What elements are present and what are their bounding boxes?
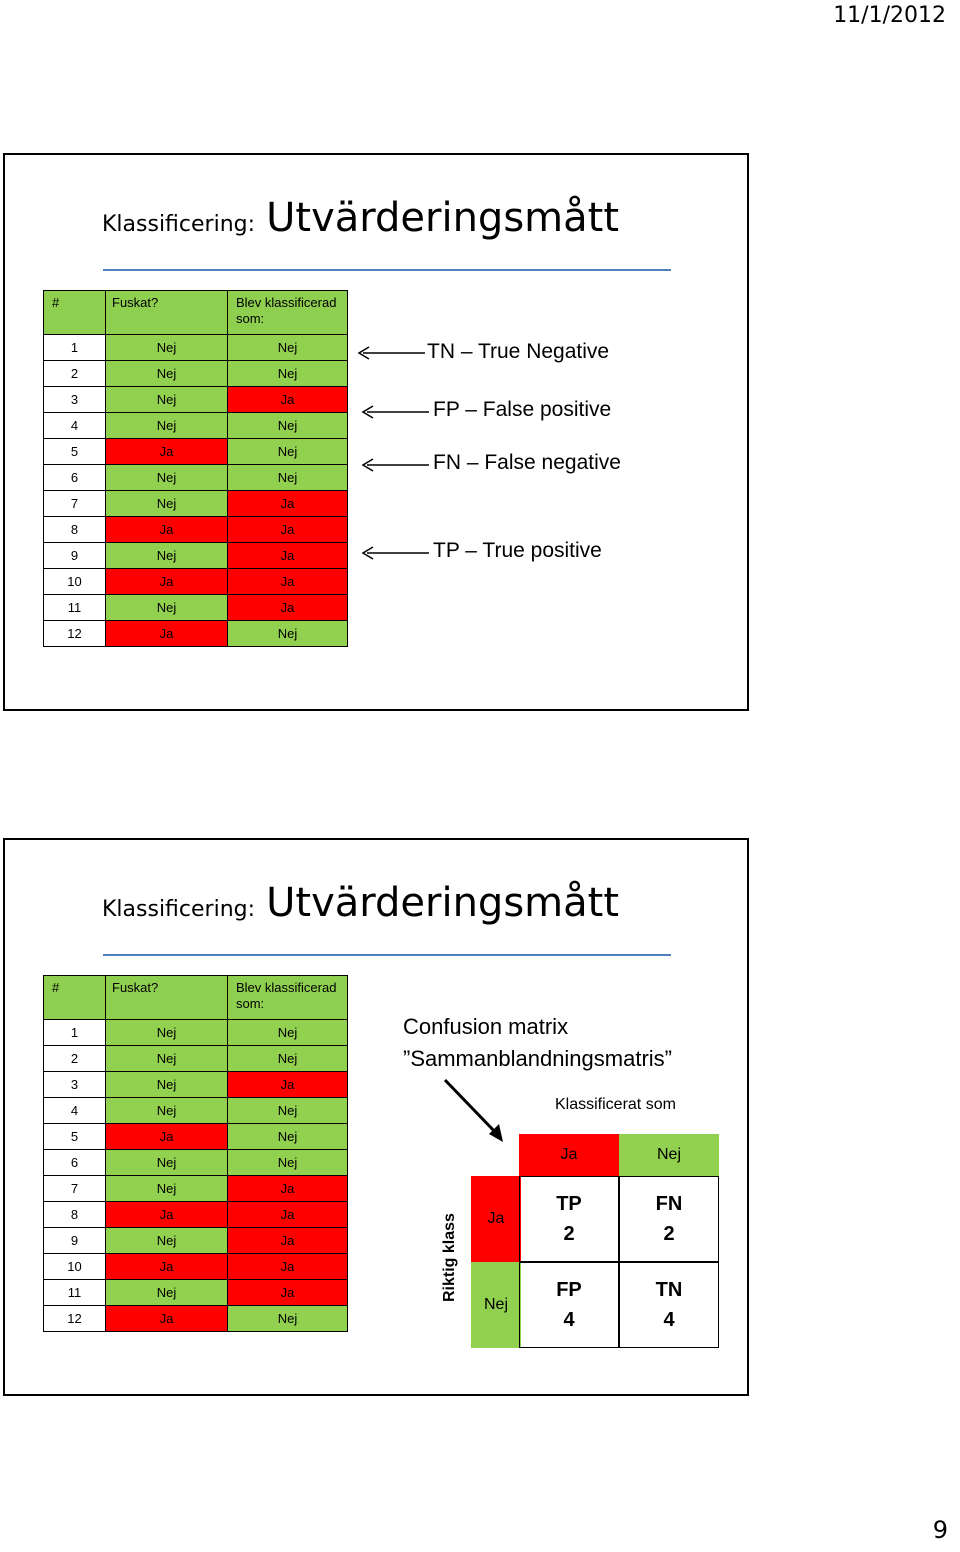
table-header-row <box>44 976 348 1020</box>
classification-table <box>43 290 348 647</box>
slide-evaluation-metrics <box>3 153 749 711</box>
cheated-cell: Ja <box>106 1306 228 1332</box>
slide-title <box>102 880 619 926</box>
table-row <box>44 595 348 621</box>
cheated-cell: Nej <box>106 465 228 491</box>
row-number: 3 <box>44 387 106 413</box>
classified-cell: Ja <box>228 543 348 569</box>
table-row <box>44 1098 348 1124</box>
cheated-cell: Nej <box>106 1280 228 1306</box>
table-row <box>44 621 348 647</box>
label-true-negative: TN – True Negative <box>427 340 610 363</box>
classified-cell: Nej <box>228 621 348 647</box>
classified-cell: Ja <box>228 569 348 595</box>
row-number: 8 <box>44 517 106 543</box>
classified-cell: Nej <box>228 1306 348 1332</box>
cheated-cell: Nej <box>106 335 228 361</box>
column-header: # <box>44 976 106 1020</box>
row-number: 7 <box>44 1176 106 1202</box>
table-header-row <box>44 291 348 335</box>
classified-cell: Nej <box>228 413 348 439</box>
table-row <box>44 1124 348 1150</box>
cheated-cell: Nej <box>106 1098 228 1124</box>
cheated-cell: Ja <box>106 1202 228 1228</box>
table-row <box>44 1020 348 1046</box>
classified-cell: Nej <box>228 335 348 361</box>
cheated-cell: Ja <box>106 621 228 647</box>
column-header-nej: Nej <box>619 1134 719 1176</box>
label-false-positive: FP – False positive <box>433 398 612 421</box>
title-prefix: Klassificering: <box>102 897 256 922</box>
classified-cell: Ja <box>228 595 348 621</box>
table-row <box>44 335 348 361</box>
cheated-cell: Nej <box>106 1150 228 1176</box>
classified-cell: Nej <box>228 465 348 491</box>
classified-cell: Nej <box>228 361 348 387</box>
row-number: 2 <box>44 361 106 387</box>
row-number: 6 <box>44 465 106 491</box>
classified-cell: Ja <box>228 517 348 543</box>
row-number: 1 <box>44 335 106 361</box>
table-row <box>44 413 348 439</box>
classified-cell: Ja <box>228 1202 348 1228</box>
cheated-cell: Ja <box>106 517 228 543</box>
cheated-cell: Nej <box>106 543 228 569</box>
classified-as-header: Klassificerat som <box>555 1096 676 1113</box>
row-number: 10 <box>44 1254 106 1280</box>
cheated-cell: Ja <box>106 1254 228 1280</box>
page-number: 9 <box>932 1516 948 1544</box>
table-row <box>44 543 348 569</box>
classified-cell: Nej <box>228 1020 348 1046</box>
classified-cell: Ja <box>228 1228 348 1254</box>
column-header: Fuskat? <box>106 976 228 1020</box>
cheated-cell: Nej <box>106 1046 228 1072</box>
row-number: 8 <box>44 1202 106 1228</box>
table-row <box>44 465 348 491</box>
cell-value: 2 <box>563 1223 575 1245</box>
classified-cell: Ja <box>228 1254 348 1280</box>
label-true-positive: TP – True positive <box>433 539 602 562</box>
cheated-cell: Nej <box>106 1020 228 1046</box>
confusion-matrix-title <box>403 1012 672 1074</box>
cheated-cell: Nej <box>106 595 228 621</box>
row-number: 4 <box>44 1098 106 1124</box>
classified-cell: Nej <box>228 1098 348 1124</box>
table-row <box>44 1150 348 1176</box>
table-row <box>44 1176 348 1202</box>
classified-cell: Ja <box>228 1280 348 1306</box>
cell-value: 2 <box>663 1223 675 1245</box>
row-number: 5 <box>44 439 106 465</box>
row-number: 10 <box>44 569 106 595</box>
cheated-cell: Nej <box>106 387 228 413</box>
cell-false-positive <box>519 1262 619 1348</box>
cell-true-negative <box>619 1262 719 1348</box>
classification-table <box>43 975 348 1332</box>
label-false-negative: FN – False negative <box>433 451 621 474</box>
cheated-cell: Nej <box>106 1228 228 1254</box>
row-number: 4 <box>44 413 106 439</box>
classified-cell: Nej <box>228 1124 348 1150</box>
confusion-matrix-title-sv: ”Sammanblandningsmatris” <box>403 1046 672 1071</box>
classified-cell: Nej <box>228 1046 348 1072</box>
classified-cell: Ja <box>228 387 348 413</box>
row-number: 3 <box>44 1072 106 1098</box>
diagonal-arrow <box>441 1076 507 1146</box>
row-number: 6 <box>44 1150 106 1176</box>
column-header: Fuskat? <box>106 291 228 335</box>
table-row <box>44 1228 348 1254</box>
cheated-cell: Nej <box>106 491 228 517</box>
row-header-nej: Nej <box>471 1262 521 1348</box>
cheated-cell: Ja <box>106 439 228 465</box>
classified-cell: Nej <box>228 439 348 465</box>
title-underline <box>103 954 671 956</box>
cheated-cell: Ja <box>106 569 228 595</box>
row-number: 11 <box>44 595 106 621</box>
table-row <box>44 361 348 387</box>
row-header-ja: Ja <box>471 1176 521 1262</box>
cell-label: FP <box>556 1279 582 1301</box>
table-row <box>44 491 348 517</box>
row-number: 5 <box>44 1124 106 1150</box>
column-header: # <box>44 291 106 335</box>
row-number: 7 <box>44 491 106 517</box>
cheated-cell: Nej <box>106 413 228 439</box>
table-row <box>44 387 348 413</box>
cell-false-negative <box>619 1176 719 1262</box>
table-row <box>44 517 348 543</box>
confusion-matrix-title-en: Confusion matrix <box>403 1014 569 1039</box>
row-number: 9 <box>44 1228 106 1254</box>
column-header-ja: Ja <box>519 1134 619 1176</box>
table-row <box>44 1280 348 1306</box>
column-header: Blev klassificerad som: <box>228 291 348 335</box>
cheated-cell: Ja <box>106 1124 228 1150</box>
cell-label: FN <box>655 1193 683 1215</box>
classified-cell: Ja <box>228 491 348 517</box>
slide-confusion-matrix <box>3 838 749 1396</box>
table-row <box>44 1046 348 1072</box>
table-row <box>44 1202 348 1228</box>
title-main: Utvärderingsmått <box>266 880 619 926</box>
table-row <box>44 1072 348 1098</box>
row-number: 1 <box>44 1020 106 1046</box>
table-row <box>44 439 348 465</box>
row-number: 9 <box>44 543 106 569</box>
date-header: 11/1/2012 <box>833 3 946 28</box>
cell-value: 4 <box>663 1309 675 1331</box>
cheated-cell: Nej <box>106 361 228 387</box>
row-number: 2 <box>44 1046 106 1072</box>
cheated-cell: Nej <box>106 1176 228 1202</box>
table-row <box>44 1254 348 1280</box>
slide-title <box>102 195 619 241</box>
classified-cell: Nej <box>228 1150 348 1176</box>
classified-cell: Ja <box>228 1176 348 1202</box>
cell-label: TP <box>556 1193 582 1215</box>
title-main: Utvärderingsmått <box>266 195 619 241</box>
row-number: 12 <box>44 1306 106 1332</box>
row-number: 11 <box>44 1280 106 1306</box>
classified-cell: Ja <box>228 1072 348 1098</box>
column-header: Blev klassificerad som: <box>228 976 348 1020</box>
cell-value: 4 <box>563 1309 575 1331</box>
table-row <box>44 1306 348 1332</box>
title-underline <box>103 269 671 271</box>
cell-true-positive <box>519 1176 619 1262</box>
row-number: 12 <box>44 621 106 647</box>
table-row <box>44 569 348 595</box>
true-class-label: Riktig klass <box>441 1213 458 1302</box>
cheated-cell: Nej <box>106 1072 228 1098</box>
title-prefix: Klassificering: <box>102 212 256 237</box>
cell-label: TN <box>655 1279 683 1301</box>
